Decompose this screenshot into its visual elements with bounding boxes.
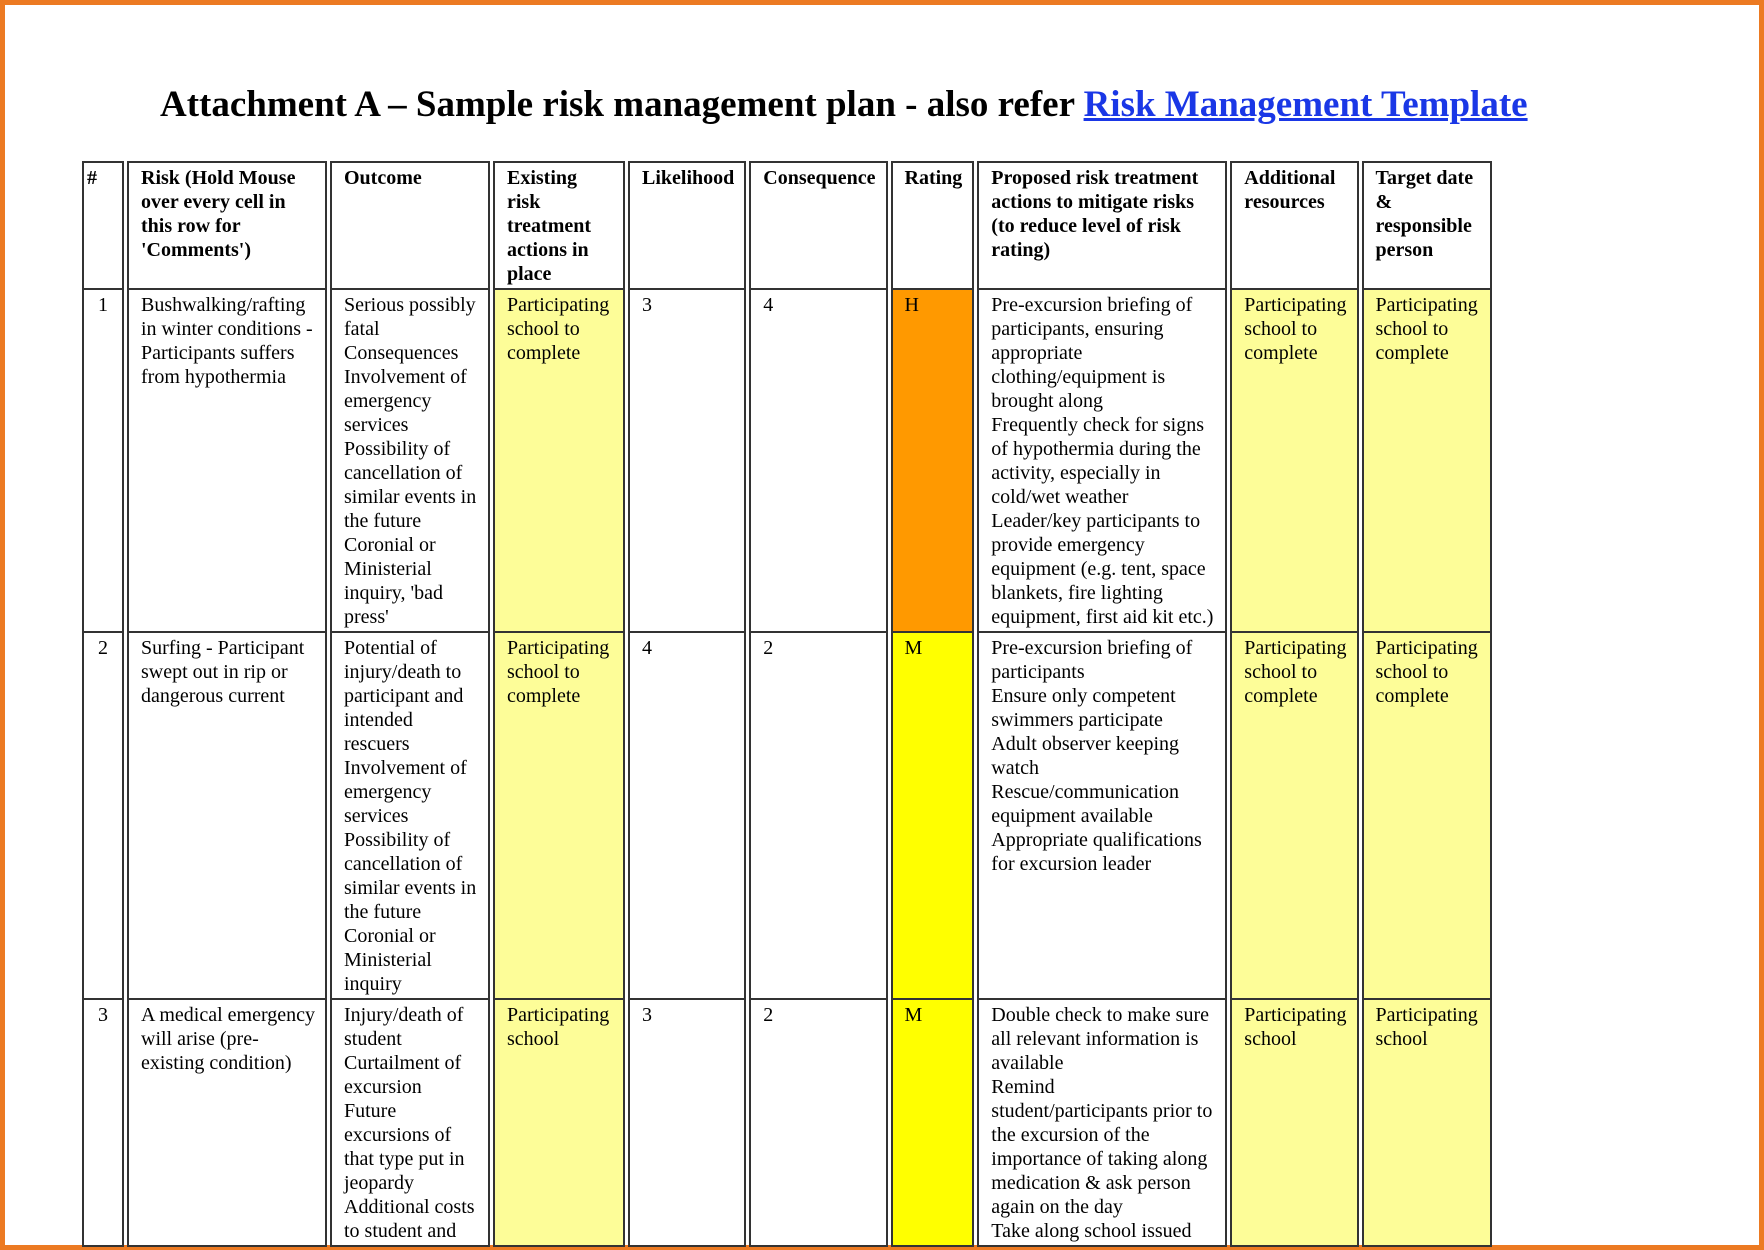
proposed-line: Ensure only competent swimmers participate: [991, 685, 1176, 731]
outcome-cell: [330, 290, 490, 633]
proposed-line: Rescue/communication equipment available: [991, 781, 1180, 827]
table-row: [82, 1000, 1492, 1247]
title-text: Attachment A – Sample risk management plan - also refer: [160, 84, 1084, 125]
target-date-cell: Participating school: [1362, 1000, 1492, 1247]
risk-management-table: [79, 161, 1495, 1247]
table-row: [82, 290, 1492, 633]
outcome-line: Involvement of emergency services: [344, 757, 467, 827]
proposed-line: Pre-excursion briefing of participants: [991, 637, 1193, 683]
target-date-cell: Participating school to complete: [1362, 290, 1492, 633]
rating-cell-high: H: [891, 290, 975, 633]
outcome-line: Serious possibly fatal Consequences: [344, 294, 476, 364]
outcome-line: Curtailment of excursion: [344, 1052, 462, 1098]
proposed-line: Adult observer keeping watch: [991, 733, 1180, 779]
proposed-actions-cell: [977, 1000, 1227, 1247]
target-date-cell: Participating school to complete: [1362, 633, 1492, 1000]
proposed-line: Take along school issued: [991, 1220, 1192, 1242]
table-row: [82, 633, 1492, 1000]
outcome-cell: [330, 1000, 490, 1247]
outcome-cell: [330, 633, 490, 1000]
rating-cell-medium: M: [891, 633, 975, 1000]
row-number: 1: [82, 290, 124, 633]
rating-cell-medium: M: [891, 1000, 975, 1247]
additional-resources-cell: Participating school to complete: [1230, 290, 1358, 633]
likelihood-cell: 3: [628, 290, 746, 633]
header-proposed-actions: Proposed risk treatment actions to mitigate risks (to reduce level of risk rating): [977, 161, 1227, 290]
outcome-line: Involvement of emergency services: [344, 366, 467, 436]
proposed-line: Pre-excursion briefing of participants, ensuring appropriate clothing/equipment is brought along: [991, 294, 1193, 412]
outcome-line: Coronial or Ministerial inquiry: [344, 925, 436, 995]
additional-resources-cell: Participating school: [1230, 1000, 1358, 1247]
existing-actions-cell: Participating school: [493, 1000, 625, 1247]
proposed-line: Frequently check for signs of hypothermia during the activity, especially in cold/wet weather: [991, 414, 1205, 508]
likelihood-cell: 4: [628, 633, 746, 1000]
page-title: [160, 83, 1528, 126]
proposed-line: Leader/key participants to provide emergency equipment (e.g. tent, space blankets, fire lighting equipment, first aid kit etc.): [991, 510, 1214, 628]
header-additional-resources: Additional resources: [1230, 161, 1358, 290]
risk-management-template-link[interactable]: Risk Management Template: [1083, 84, 1528, 125]
header-num: #: [82, 161, 124, 290]
additional-resources-cell: Participating school to complete: [1230, 633, 1358, 1000]
row-number: 3: [82, 1000, 124, 1247]
header-risk: Risk (Hold Mouse over every cell in this row for 'Comments'): [127, 161, 327, 290]
proposed-line: Double check to make sure all relevant information is available: [991, 1004, 1209, 1074]
risk-cell: Bushwalking/rafting in winter conditions - Participants suffers from hypothermia: [127, 290, 327, 633]
consequence-cell: 2: [749, 633, 887, 1000]
risk-cell: A medical emergency will arise (pre-existing condition): [127, 1000, 327, 1247]
risk-cell: Surfing - Participant swept out in rip or dangerous current: [127, 633, 327, 1000]
header-target-date: Target date & responsible person: [1362, 161, 1492, 290]
outcome-line: Possibility of cancellation of similar events in the future: [344, 829, 477, 923]
outcome-line: Potential of injury/death to participant and intended rescuers: [344, 637, 464, 755]
row-number: 2: [82, 633, 124, 1000]
header-consequence: Consequence: [749, 161, 887, 290]
proposed-line: Appropriate qualifications for excursion leader: [991, 829, 1202, 875]
existing-actions-cell: Participating school to complete: [493, 633, 625, 1000]
outcome-line: Future excursions of that type put in jeopardy: [344, 1100, 465, 1194]
existing-actions-cell: Participating school to complete: [493, 290, 625, 633]
outcome-line: Injury/death of student: [344, 1004, 464, 1050]
header-likelihood: Likelihood: [628, 161, 746, 290]
header-outcome: Outcome: [330, 161, 490, 290]
header-row: [82, 161, 1492, 290]
proposed-actions-cell: [977, 290, 1227, 633]
consequence-cell: 4: [749, 290, 887, 633]
outcome-line: Possibility of cancellation of similar events in the future: [344, 438, 477, 532]
header-existing-actions: Existing risk treatment actions in place: [493, 161, 625, 290]
outcome-line: Additional costs to student and: [344, 1196, 475, 1242]
proposed-line: Remind student/participants prior to the excursion of the importance of taking along medication & ask person again on the day: [991, 1076, 1213, 1218]
proposed-actions-cell: [977, 633, 1227, 1000]
outcome-line: Coronial or Ministerial inquiry, 'bad press': [344, 534, 443, 628]
header-rating: Rating: [891, 161, 975, 290]
consequence-cell: 2: [749, 1000, 887, 1247]
likelihood-cell: 3: [628, 1000, 746, 1247]
